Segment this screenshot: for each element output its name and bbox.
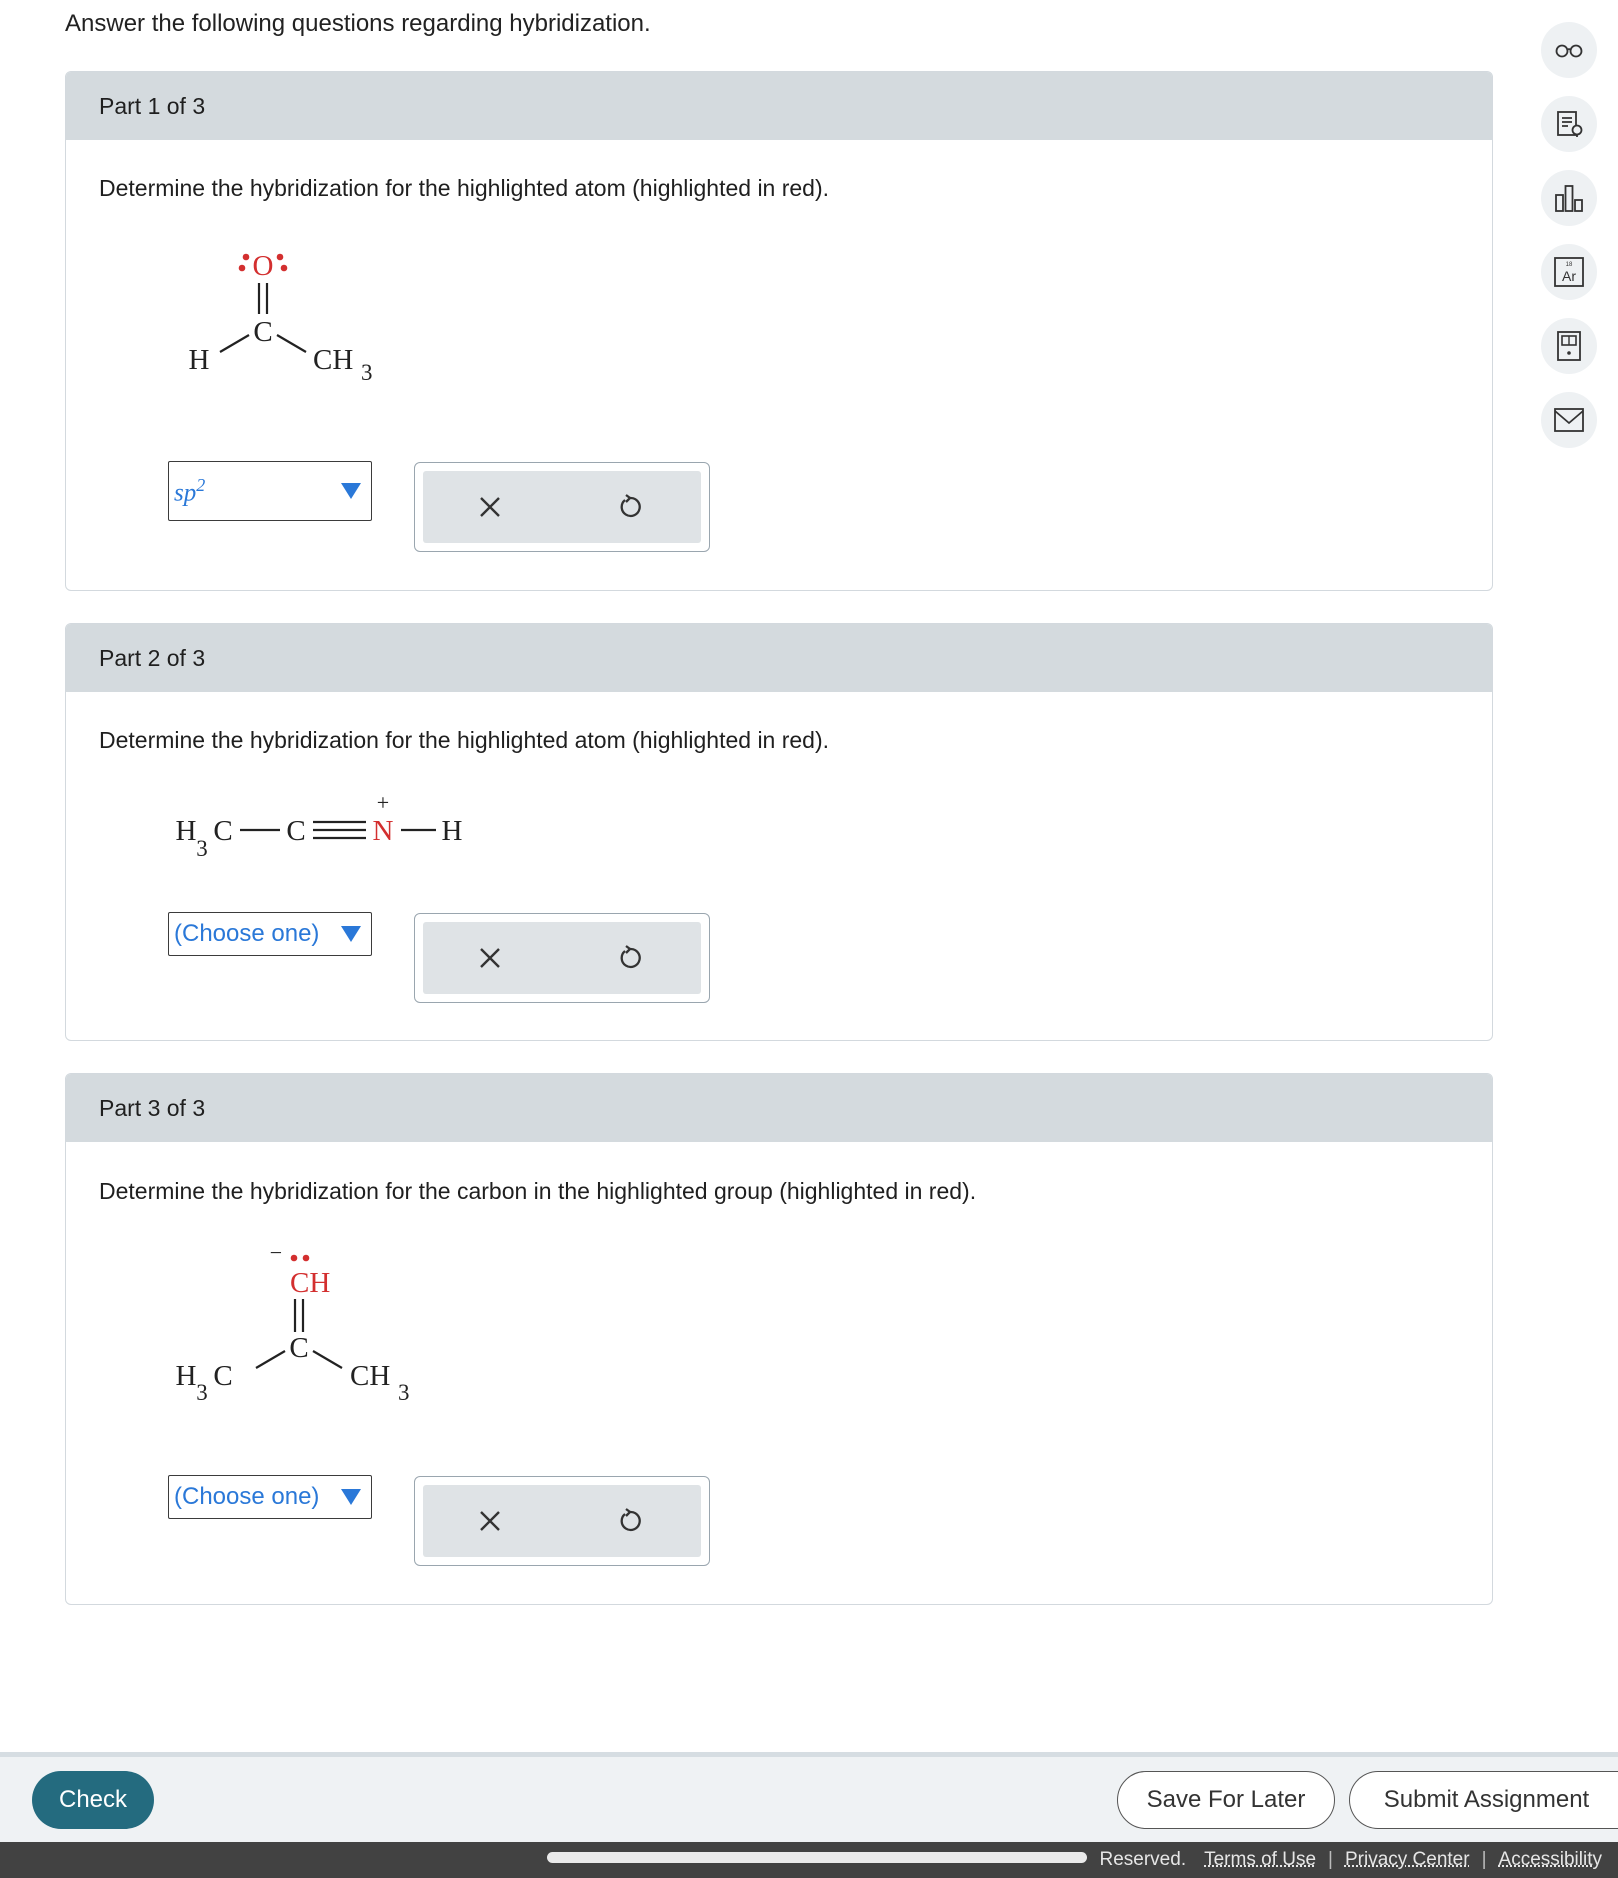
- carbon-atom: C: [253, 316, 273, 348]
- clear-button[interactable]: [470, 1501, 510, 1541]
- close-icon: [479, 496, 501, 518]
- intro-text: Answer the following questions regarding hybridization.: [65, 10, 651, 37]
- hybridization-select-part-1[interactable]: [168, 461, 372, 521]
- select-placeholder: (Choose one): [174, 920, 320, 947]
- subscript-3: 3: [361, 360, 373, 385]
- undo-icon: [617, 1508, 643, 1534]
- part-1-header: [66, 72, 1492, 140]
- svg-text:Ar: Ar: [1562, 268, 1576, 284]
- highlighted-ch-group: CH: [290, 1267, 331, 1299]
- part-3-question: Determine the hybridization for the carbon in the highlighted group (highlighted in red).: [99, 1178, 977, 1204]
- hybridization-select-part-3[interactable]: [168, 1475, 372, 1519]
- privacy-center-link[interactable]: Privacy Center: [1344, 1849, 1470, 1870]
- part-2-question: Determine the hybridization for the highlighted atom (highlighted in red).: [99, 727, 830, 753]
- submit-assignment-button[interactable]: Submit Assignment: [1349, 1771, 1618, 1829]
- terms-of-use-link[interactable]: Terms of Use: [1204, 1849, 1317, 1870]
- methyl-label: CH: [350, 1360, 391, 1392]
- link-separator: |: [1481, 1849, 1487, 1870]
- part-title: Part 2 of 3: [99, 644, 206, 671]
- sidebar-glasses-button[interactable]: [1541, 22, 1597, 78]
- undo-icon: [617, 945, 643, 971]
- mail-icon: [1553, 407, 1585, 433]
- chevron-down-icon: [341, 926, 361, 942]
- bond-line: [256, 1351, 285, 1368]
- part-title: Part 1 of 3: [99, 92, 206, 119]
- svg-text:18: 18: [1565, 262, 1573, 268]
- molecule-acetaldehyde: [166, 237, 426, 417]
- part-1-card: [65, 71, 1493, 591]
- clear-button[interactable]: [470, 487, 510, 527]
- scroll-indicator[interactable]: [547, 1852, 1087, 1863]
- subscript-3: 3: [398, 1380, 410, 1404]
- bar-chart-icon: [1553, 182, 1585, 214]
- nitrogen-atom: N: [372, 815, 394, 847]
- undo-button[interactable]: [610, 1501, 650, 1541]
- lone-pair-dot: [243, 254, 250, 261]
- methyl-label: CH: [313, 344, 354, 376]
- subscript-3: 3: [196, 836, 208, 861]
- answer-tools-part-2: [414, 913, 710, 1003]
- bond-line: [313, 1351, 342, 1368]
- accessibility-link[interactable]: Accessibility: [1498, 1849, 1602, 1870]
- lone-pair-dot: [303, 1255, 310, 1262]
- hydrogen-atom: H: [441, 815, 463, 847]
- link-separator: |: [1328, 1849, 1333, 1870]
- part-2-header: [66, 624, 1492, 692]
- minus-charge: −: [269, 1240, 283, 1265]
- carbon-atom: C: [213, 1360, 233, 1392]
- copyright-text: Reserved.: [1099, 1849, 1187, 1870]
- sidebar-calculator-button[interactable]: [1541, 318, 1597, 374]
- periodic-table-icon: [1553, 256, 1585, 288]
- footer-links: [1100, 1842, 1609, 1878]
- oxygen-atom: O: [252, 250, 274, 282]
- part-1-question: Determine the hybridization for the highlighted atom (highlighted in red).: [99, 175, 830, 201]
- part-title: Part 3 of 3: [99, 1094, 206, 1121]
- chevron-down-icon: [341, 483, 361, 499]
- part-2-card: [65, 623, 1493, 1041]
- undo-button[interactable]: [610, 487, 650, 527]
- plus-charge: +: [376, 790, 390, 815]
- undo-button[interactable]: [610, 938, 650, 978]
- answer-tools-part-1: [414, 462, 710, 552]
- lone-pair-dot: [277, 254, 284, 261]
- hydrogen-atom: H: [175, 1360, 197, 1392]
- hydrogen-atom: H: [175, 815, 197, 847]
- carbon-atom: C: [289, 1332, 309, 1364]
- lone-pair-dot: [281, 265, 288, 272]
- carbon-atom: C: [286, 815, 306, 847]
- sidebar-chart-button[interactable]: [1541, 170, 1597, 226]
- sidebar-mail-button[interactable]: [1541, 392, 1597, 448]
- chevron-down-icon: [341, 1489, 361, 1505]
- answer-tools-part-3: [414, 1476, 710, 1566]
- molecule-nitrilium: [166, 784, 486, 864]
- selected-hybridization: $sp^2$: [174, 474, 206, 507]
- hybridization-select-part-2[interactable]: [168, 912, 372, 956]
- carbon-atom: C: [213, 815, 233, 847]
- reading-list-icon: [1554, 109, 1584, 139]
- bond-line: [220, 335, 249, 352]
- subscript-3: 3: [196, 1380, 208, 1404]
- save-for-later-button[interactable]: Save For Later: [1117, 1771, 1335, 1829]
- calculator-icon: [1554, 330, 1584, 362]
- part-3-card: [65, 1073, 1493, 1605]
- close-icon: [479, 947, 501, 969]
- lone-pair-dot: [239, 265, 246, 272]
- part-3-header: [66, 1074, 1492, 1142]
- bond-line: [277, 335, 306, 352]
- molecule-carbanion: [166, 1234, 486, 1404]
- sidebar-reading-button[interactable]: [1541, 96, 1597, 152]
- lone-pair-dot: [291, 1255, 298, 1262]
- select-placeholder: (Choose one): [174, 1483, 320, 1510]
- hydrogen-atom: H: [188, 344, 210, 376]
- sidebar-periodic-table-button[interactable]: [1541, 244, 1597, 300]
- close-icon: [479, 1510, 501, 1532]
- glasses-icon: [1554, 42, 1584, 58]
- check-button[interactable]: Check: [32, 1771, 154, 1829]
- undo-icon: [617, 494, 643, 520]
- clear-button[interactable]: [470, 938, 510, 978]
